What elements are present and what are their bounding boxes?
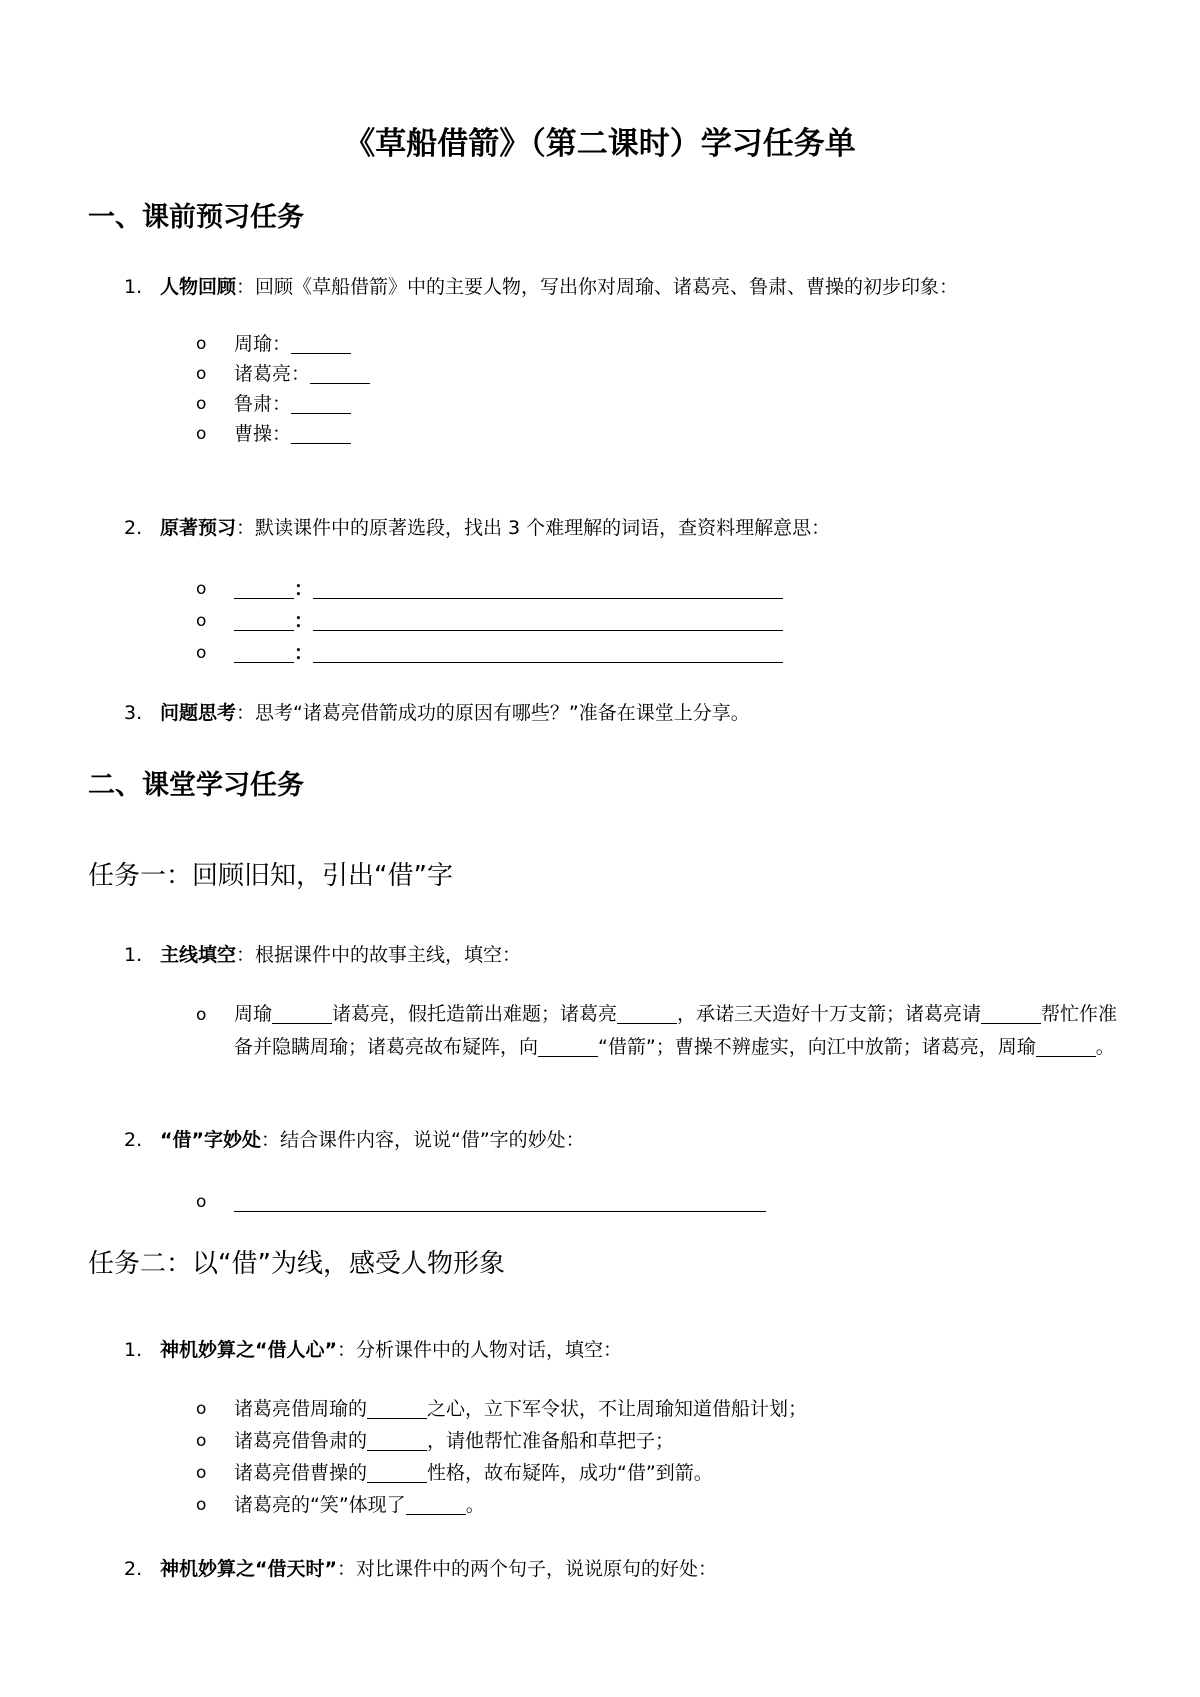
answer-blank[interactable]: [367, 1396, 427, 1419]
answer-blank[interactable]: [406, 1492, 466, 1515]
list-item-character-review: 1. 人物回顾：回顾《草船借箭》中的主要人物，写出你对周瑜、诸葛亮、鲁肃、曹操的初步印象：: [124, 276, 959, 298]
list-item-original-preview: 2. 原著预习：默读课件中的原著选段，找出 3 个难理解的词语，查资料理解意思：: [124, 517, 831, 539]
item-label: “借”字妙处: [160, 1129, 261, 1151]
task-heading-2: 任务二：以“借”为线，感受人物形象: [88, 1249, 505, 1279]
meaning-blank[interactable]: [313, 608, 783, 631]
bullet-icon: o: [196, 1399, 207, 1419]
fill-sentence-3: 诸葛亮借曹操的 性格，故布疑阵，成功“借”到箭。: [234, 1462, 713, 1484]
answer-blank[interactable]: [291, 391, 351, 414]
word-blank[interactable]: [234, 576, 294, 599]
word-blank[interactable]: [234, 608, 294, 631]
item-label: 问题思考: [160, 702, 237, 724]
word-blank[interactable]: [234, 640, 294, 663]
vocab-line-3: ：: [234, 637, 783, 669]
item-label: 主线填空: [160, 944, 237, 966]
task-heading-1: 任务一：回顾旧知，引出“借”字: [88, 861, 453, 891]
answer-blank[interactable]: [1036, 1034, 1096, 1057]
bullet-icon: o: [196, 364, 207, 384]
fill-sentence-1: 诸葛亮借周瑜的 之心，立下军令状，不让周瑜知道借船计划；: [234, 1398, 808, 1420]
item-text: ：默读课件中的原著选段，找出 3 个难理解的词语，查资料理解意思：: [236, 517, 831, 539]
sub-item-lusu: 鲁肃：: [234, 388, 351, 420]
list-item-question-thinking: 3. 问题思考：思考“诸葛亮借箭成功的原因有哪些？”准备在课堂上分享。: [124, 702, 750, 724]
page-title: 《草船借箭》（第二课时）学习任务单: [344, 126, 856, 162]
item-text: ：思考“诸葛亮借箭成功的原因有哪些？”准备在课堂上分享。: [236, 702, 750, 724]
answer-line: [234, 1186, 766, 1218]
item-label: 原著预习: [160, 517, 237, 539]
answer-blank[interactable]: [272, 1001, 332, 1024]
answer-blank[interactable]: [367, 1428, 427, 1451]
fill-sentence-2: 诸葛亮借鲁肃的 ，请他帮忙准备船和草把子；: [234, 1430, 675, 1452]
bullet-icon: o: [196, 394, 207, 414]
list-item-mainline-fill: 1. 主线填空：根据课件中的故事主线，填空：: [124, 944, 522, 966]
bullet-icon: o: [196, 1463, 207, 1483]
sub-item-caocao: 曹操：: [234, 418, 351, 450]
bullet-icon: o: [196, 643, 207, 663]
answer-blank[interactable]: [310, 361, 370, 384]
meaning-blank[interactable]: [313, 576, 783, 599]
section-heading-classroom: 二、课堂学习任务: [88, 770, 304, 801]
answer-blank[interactable]: [538, 1034, 598, 1057]
answer-blank[interactable]: [234, 1189, 766, 1212]
list-item-borrow-weather: 2. 神机妙算之“借天时”：对比课件中的两个句子，说说原句的好处：: [124, 1558, 717, 1580]
vocab-line-2: ：: [234, 605, 783, 637]
item-label: 神机妙算之“借人心”: [160, 1339, 337, 1361]
fill-sentence-4: 诸葛亮的“笑”体现了 。: [234, 1494, 485, 1516]
answer-blank[interactable]: [367, 1460, 427, 1483]
answer-blank[interactable]: [617, 1001, 677, 1024]
answer-blank[interactable]: [291, 331, 351, 354]
sub-item-zhouyu: 周瑜：: [234, 328, 351, 360]
bullet-icon: o: [196, 611, 207, 631]
item-label: 人物回顾: [160, 276, 237, 298]
list-item-borrow-heart: 1. 神机妙算之“借人心”：分析课件中的人物对话，填空：: [124, 1339, 622, 1361]
bullet-icon: o: [196, 1192, 207, 1212]
bullet-icon: o: [196, 579, 207, 599]
item-text: ：分析课件中的人物对话，填空：: [336, 1339, 622, 1361]
sub-item-zhugeliang: 诸葛亮：: [234, 358, 370, 390]
bullet-icon: o: [196, 424, 207, 444]
bullet-icon: o: [196, 1005, 207, 1025]
item-text: ：对比课件中的两个句子，说说原句的好处：: [336, 1558, 717, 1580]
item-label: 神机妙算之“借天时”: [160, 1558, 337, 1580]
item-text: ：结合课件内容，说说“借”字的妙处：: [260, 1129, 585, 1151]
item-text: ：根据课件中的故事主线，填空：: [236, 944, 522, 966]
item-text: ：回顾《草船借箭》中的主要人物，写出你对周瑜、诸葛亮、鲁肃、曹操的初步印象：: [236, 276, 959, 298]
bullet-icon: o: [196, 334, 207, 354]
meaning-blank[interactable]: [313, 640, 783, 663]
bullet-icon: o: [196, 1495, 207, 1515]
mainline-paragraph: 周瑜 诸葛亮，假托造箭出难题；诸葛亮 ，承诺三天造好十万支箭；诸葛亮请 帮忙作准备并隐瞒周瑜；诸葛亮故布疑阵，向 “借箭”；曹操不辨虚实，向江中放箭；诸葛亮，周瑜 。: [234, 1003, 1118, 1058]
answer-blank[interactable]: [291, 421, 351, 444]
list-item-borrow-character: 2. “借”字妙处：结合课件内容，说说“借”字的妙处：: [124, 1129, 585, 1151]
section-heading-preview: 一、课前预习任务: [88, 202, 304, 233]
answer-blank[interactable]: [981, 1001, 1041, 1024]
vocab-line-1: ：: [234, 573, 783, 605]
bullet-icon: o: [196, 1431, 207, 1451]
